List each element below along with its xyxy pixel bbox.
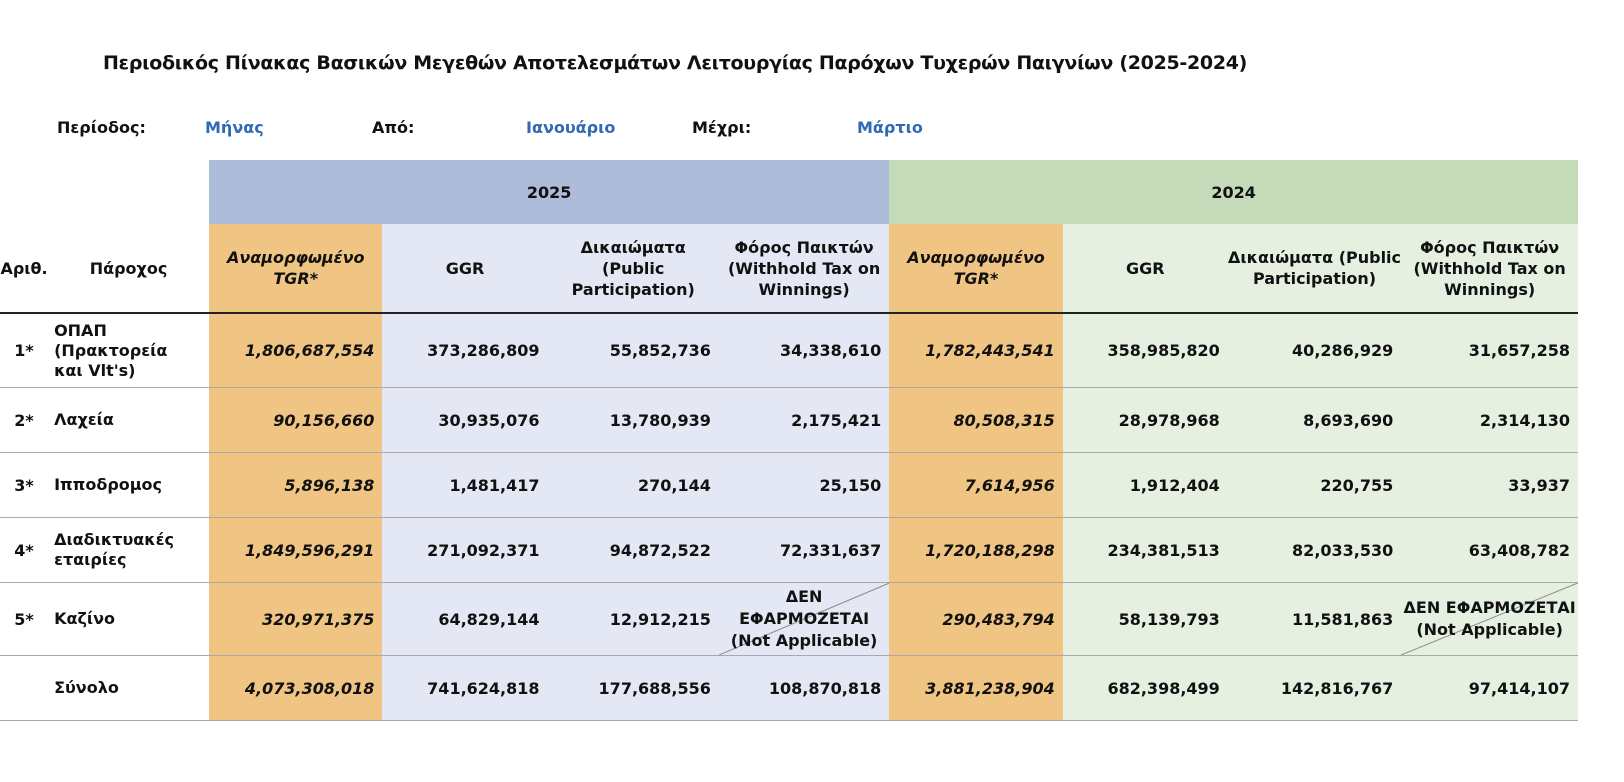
col-ggr-2025-header: GGR — [382, 224, 547, 313]
from-label: Από: — [372, 118, 415, 137]
year-2025-header: 2025 — [209, 160, 889, 224]
cell-tax-2024: 31,657,258 — [1401, 313, 1578, 388]
cell-ggr-2024: 358,985,820 — [1063, 313, 1228, 388]
cell-tax-2025: 72,331,637 — [719, 518, 889, 583]
col-num-header: Αριθ. — [0, 224, 48, 313]
not-applicable-cell: ΔΕΝ ΕΦΑΡΜΟΖΕΤΑΙ (Not Applicable) — [719, 583, 889, 656]
table-row — [0, 313, 1578, 388]
cell-rights-2025: 270,144 — [548, 453, 719, 518]
period-label: Περίοδος: — [57, 118, 146, 137]
col-tax-2025-header: Φόρος Παικτών (Withhold Tax on Winnings) — [719, 224, 889, 313]
cell-ggr-2024: 28,978,968 — [1063, 388, 1228, 453]
row-num: 1* — [0, 313, 48, 388]
col-ggr-2024-header: GGR — [1063, 224, 1228, 313]
page-title: Περιοδικός Πίνακας Βασικών Μεγεθών Αποτελεσμάτων Λειτουργίας Παρόχων Τυχερών Παιγνίων (2025-2024) — [102, 52, 1248, 74]
row-num: 2* — [0, 388, 48, 453]
cell-tax-2024: 2,314,130 — [1401, 388, 1578, 453]
cell-tax-2024: 97,414,107 — [1401, 656, 1578, 721]
cell-rights-2024: 11,581,863 — [1228, 583, 1401, 656]
provider-name: ΟΠΑΠ (Πρακτορεία και Vlt's) — [48, 313, 209, 388]
col-rights-2024-header: Δικαιώματα (Public Participation) — [1228, 224, 1401, 313]
provider-name: Καζίνο — [48, 583, 209, 656]
cell-tax-2025: 2,175,421 — [719, 388, 889, 453]
cell-ggr-2025: 1,481,417 — [382, 453, 547, 518]
col-tgr-2024-header: Αναμορφωμένο TGR* — [889, 224, 1062, 313]
row-num — [0, 656, 48, 721]
cell-tgr-2025: 1,806,687,554 — [209, 313, 382, 388]
to-value: Μάρτιο — [857, 118, 923, 137]
cell-rights-2024: 82,033,530 — [1228, 518, 1401, 583]
cell-ggr-2025: 64,829,144 — [382, 583, 547, 656]
cell-rights-2025: 94,872,522 — [548, 518, 719, 583]
cell-rights-2024: 40,286,929 — [1228, 313, 1401, 388]
cell-tax-2025: 108,870,818 — [719, 656, 889, 721]
cell-tgr-2025: 1,849,596,291 — [209, 518, 382, 583]
provider-name: Ιπποδρομος — [48, 453, 209, 518]
cell-tax-2024: 33,937 — [1401, 453, 1578, 518]
cell-ggr-2024: 58,139,793 — [1063, 583, 1228, 656]
provider-name: Σύνολο — [48, 656, 209, 721]
cell-tax-2025: 25,150 — [719, 453, 889, 518]
cell-ggr-2025: 30,935,076 — [382, 388, 547, 453]
table-row — [0, 518, 1578, 583]
results-table — [0, 160, 1578, 721]
col-provider-header: Πάροχος — [48, 224, 209, 313]
cell-rights-2024: 220,755 — [1228, 453, 1401, 518]
cell-rights-2025: 12,912,215 — [548, 583, 719, 656]
table-row — [0, 453, 1578, 518]
cell-ggr-2024: 234,381,513 — [1063, 518, 1228, 583]
row-num: 5* — [0, 583, 48, 656]
table-row — [0, 656, 1578, 721]
cell-rights-2025: 13,780,939 — [548, 388, 719, 453]
provider-name: Διαδικτυακές εταιρίες — [48, 518, 209, 583]
cell-rights-2025: 177,688,556 — [548, 656, 719, 721]
cell-tgr-2024: 1,782,443,541 — [889, 313, 1062, 388]
cell-tgr-2024: 7,614,956 — [889, 453, 1062, 518]
to-label: Μέχρι: — [692, 118, 752, 137]
cell-rights-2024: 8,693,690 — [1228, 388, 1401, 453]
cell-tgr-2024: 290,483,794 — [889, 583, 1062, 656]
row-num: 3* — [0, 453, 48, 518]
table-row — [0, 583, 1578, 656]
cell-ggr-2025: 271,092,371 — [382, 518, 547, 583]
cell-tgr-2025: 5,896,138 — [209, 453, 382, 518]
cell-ggr-2025: 373,286,809 — [382, 313, 547, 388]
cell-ggr-2024: 682,398,499 — [1063, 656, 1228, 721]
col-rights-2025-header: Δικαιώματα (Public Participation) — [548, 224, 719, 313]
provider-name: Λαχεία — [48, 388, 209, 453]
cell-ggr-2025: 741,624,818 — [382, 656, 547, 721]
from-value: Ιανουάριο — [526, 118, 616, 137]
cell-rights-2024: 142,816,767 — [1228, 656, 1401, 721]
cell-tgr-2024: 80,508,315 — [889, 388, 1062, 453]
col-tgr-2025-header: Αναμορφωμένο TGR* — [209, 224, 382, 313]
table-row — [0, 388, 1578, 453]
cell-tgr-2024: 1,720,188,298 — [889, 518, 1062, 583]
year-2024-header: 2024 — [889, 160, 1578, 224]
cell-tgr-2025: 90,156,660 — [209, 388, 382, 453]
not-applicable-cell: ΔΕΝ ΕΦΑΡΜΟΖΕΤΑΙ (Not Applicable) — [1401, 583, 1578, 656]
cell-tax-2025: 34,338,610 — [719, 313, 889, 388]
row-num: 4* — [0, 518, 48, 583]
cell-rights-2025: 55,852,736 — [548, 313, 719, 388]
period-value: Μήνας — [205, 118, 264, 137]
cell-tgr-2025: 320,971,375 — [209, 583, 382, 656]
cell-tgr-2024: 3,881,238,904 — [889, 656, 1062, 721]
cell-tgr-2025: 4,073,308,018 — [209, 656, 382, 721]
cell-tax-2024: 63,408,782 — [1401, 518, 1578, 583]
cell-ggr-2024: 1,912,404 — [1063, 453, 1228, 518]
col-tax-2024-header: Φόρος Παικτών (Withhold Tax on Winnings) — [1401, 224, 1578, 313]
